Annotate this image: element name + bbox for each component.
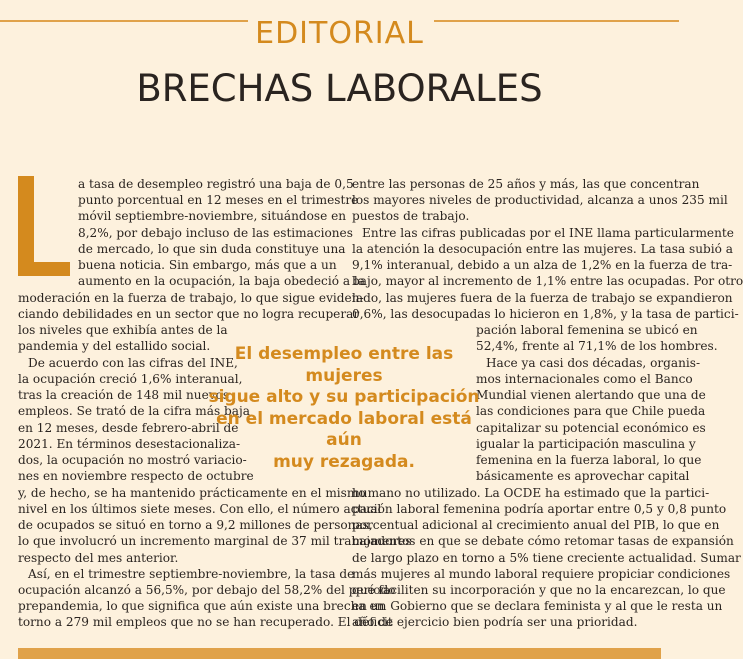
col2-line: humano no utilizado. La OCDE ha estimado que la partici- [352,486,710,500]
col2-line: mos internacionales como el Banco [476,372,693,386]
col2-line: capitalizar su potencial económico es [476,421,706,435]
col2-line: femenina en la fuerza laboral, lo que [476,453,702,467]
col1-line: nes en noviembre respecto de octubre [18,469,254,483]
col1-line: De acuerdo con las cifras del INE, [28,356,238,370]
col2-line: pación laboral femenina podría aportar entre 0,5 y 0,8 punto [352,502,727,516]
col1-line: ciando debilidades en un sector que no logra recuperar [18,307,360,321]
col2-line: más mujeres al mundo laboral requiere propiciar condiciones [352,567,731,581]
col1-line: Así, en el trimestre septiembre-noviembre, la tasa de [28,567,355,581]
col2-line: lado, las mujeres fuera de la fuerza de trabajo se expandieron [352,291,733,305]
col1-line: la ocupación creció 1,6% interanual, [18,372,243,386]
col1-line: a tasa de desempleo registró una baja de 0,5 [78,177,354,191]
pull-quote-line: sigue alto y su participación [208,387,480,407]
headline: BRECHAS LABORALES [136,67,543,110]
col1-line: los niveles que exhibía antes de la [18,323,228,337]
col1-line: móvil septiembre-noviembre, situándose en [78,209,347,223]
col1-line: pandemia y del estallido social. [18,339,211,353]
col2-line: puestos de trabajo. [352,209,470,223]
col1-line: 2021. En términos desestacionaliza- [18,437,241,451]
col2-line: bajo, mayor al incremento de 1,1% entre las ocupadas. Por otro [352,274,743,288]
pull-quote-line: en el mercado laboral está aún [216,408,472,450]
col2-line: Entre las cifras publicadas por el INE llama particularmente [362,226,734,240]
col1-line: prepandemia, lo que significa que aún existe una brecha en [18,599,385,613]
pull-quote-line: El desempleo entre las mujeres [234,344,454,386]
col1-line: buena noticia. Sin embargo, más que a un [78,258,337,272]
col1-line: dos, la ocupación no mostró variacio- [18,453,247,467]
col1-line: torno a 279 mil empleos que no se han recuperado. El déficit [18,615,393,629]
col1-line: respecto del mes anterior. [18,551,179,565]
col2-line: 9,1% interanual, debido a un alza de 1,2% en la fuerza de tra- [352,258,733,272]
col1-line: lo que involucró un incremento marginal de 37 mil trabajadores [18,534,412,548]
col2-line: año de ejercicio bien podría ser una prioridad. [352,615,638,629]
col1-line: punto porcentual en 12 meses en el trimestre [78,193,359,207]
col1-line: moderación en la fuerza de trabajo, lo que sigue eviden- [18,291,364,305]
col2-line: las condiciones para que Chile pueda [476,404,706,418]
col2-line: los mayores niveles de productividad, alcanza a unos 235 mil [352,193,728,207]
col2-line: porcentual adicional al crecimiento anual del PIB, lo que en [352,518,720,532]
col2-line: igualar la participación masculina y [476,437,696,451]
col2-line: entre las personas de 25 años y más, las que concentran [352,177,700,191]
col1-line: aumento en la ocupación, la baja obedeció a la [78,274,365,288]
col2-line: de largo plazo en torno a 5% tiene creciente actualidad. Sumar [352,551,741,565]
col2-line: en un Gobierno que se declara feminista y al que le resta un [352,599,723,613]
col1-line: ocupación alcanzó a 56,5%, por debajo del 58,2% del período [18,583,396,597]
col2-line: la atención la desocupación entre las mujeres. La tasa subió a [352,242,733,256]
drop-cap-l [18,176,70,276]
col1-line: 8,2%, por debajo incluso de las estimaciones [78,226,353,240]
col2-line: Hace ya casi dos décadas, organis- [486,356,701,370]
pull-quote [208,344,480,473]
col2-line: que faciliten su incorporación y que no la encarezcan, lo que [352,583,726,597]
col1-line: en 12 meses, desde febrero-abril de [18,421,239,435]
col1-line: empleos. Se trató de la cifra más baja [18,404,250,418]
col2-line: pación laboral femenina se ubicó en [476,323,698,337]
section-label: EDITORIAL [255,16,424,51]
col1-line: tras la creación de 148 mil nuevos [18,388,230,402]
col2-line: momentos en que se debate cómo retomar tasas de expansión [352,534,734,548]
col1-line: y, de hecho, se ha mantenido prácticamente en el mismo [18,486,366,500]
col2-line: 52,4%, frente al 71,1% de los hombres. [476,339,718,353]
col2-line: básicamente es aprovechar capital [476,469,690,483]
bottom-rule [18,648,661,659]
pull-quote-line: muy rezagada. [273,451,415,472]
col2-line: Mundial vienen alertando que una de [476,388,706,402]
col2-line: 0,6%, las desocupadas lo hicieron en 1,8%, y la tasa de partici- [352,307,739,321]
col1-line: de ocupados se situó en torno a 9,2 millones de personas, [18,518,373,532]
col1-line: nivel en los últimos siete meses. Con ello, el número actual [18,502,382,516]
col1-line: de mercado, lo que sin duda constituye una [78,242,346,256]
